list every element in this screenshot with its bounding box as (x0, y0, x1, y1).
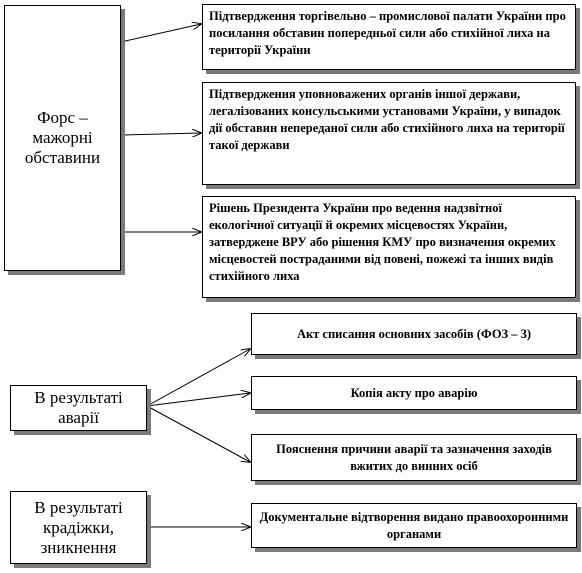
force-majeure-node (4, 5, 121, 271)
arrow-accident-to-item-2 (147, 393, 250, 406)
accident-item-1: Акт списання основних засобів (ФОЗ – 3) (251, 313, 577, 355)
force-majeure-label: Форс – мажорні обставини (24, 108, 101, 167)
force-majeure-item-3: Рішень Президента України про ведення надзвітної екологічної ситуації й окремих місцевостях України, затверджене ВРУ або рішення КМУ про визначення окремих місцевостей постраданими від повені, пожежі та інших видів стихійного лиха (202, 196, 576, 298)
arrow-accident-to-item-3 (147, 406, 250, 462)
accident-node (10, 385, 147, 431)
force-majeure-item-2: Підтвердження уповноважених органів іншої держави, легалізованих консульськими установами України, у випадок дії обставин непереданої сили або стихійного лиха на території такої держави (202, 82, 576, 185)
theft-label: В результаті крадіжки, зникнення (34, 497, 123, 557)
arrow-force-to-item-1 (121, 24, 201, 42)
accident-label: В результаті аварії (34, 388, 123, 427)
theft-item-1: Документальне відтворення видано правоохоронними органами (251, 503, 577, 548)
accident-item-2: Копія акту про аварію (251, 376, 577, 410)
arrow-accident-to-item-1 (147, 349, 250, 406)
accident-item-3: Пояснення причини аварії та зазначення заходів вжитих до винних осіб (251, 434, 577, 481)
arrow-force-to-item-2 (121, 133, 201, 135)
theft-node (10, 491, 147, 564)
force-majeure-item-1: Підтвердження торгівельно – промислової палати України про посилання обставин попередньої сили або стихійної лиха на території України (202, 4, 576, 70)
